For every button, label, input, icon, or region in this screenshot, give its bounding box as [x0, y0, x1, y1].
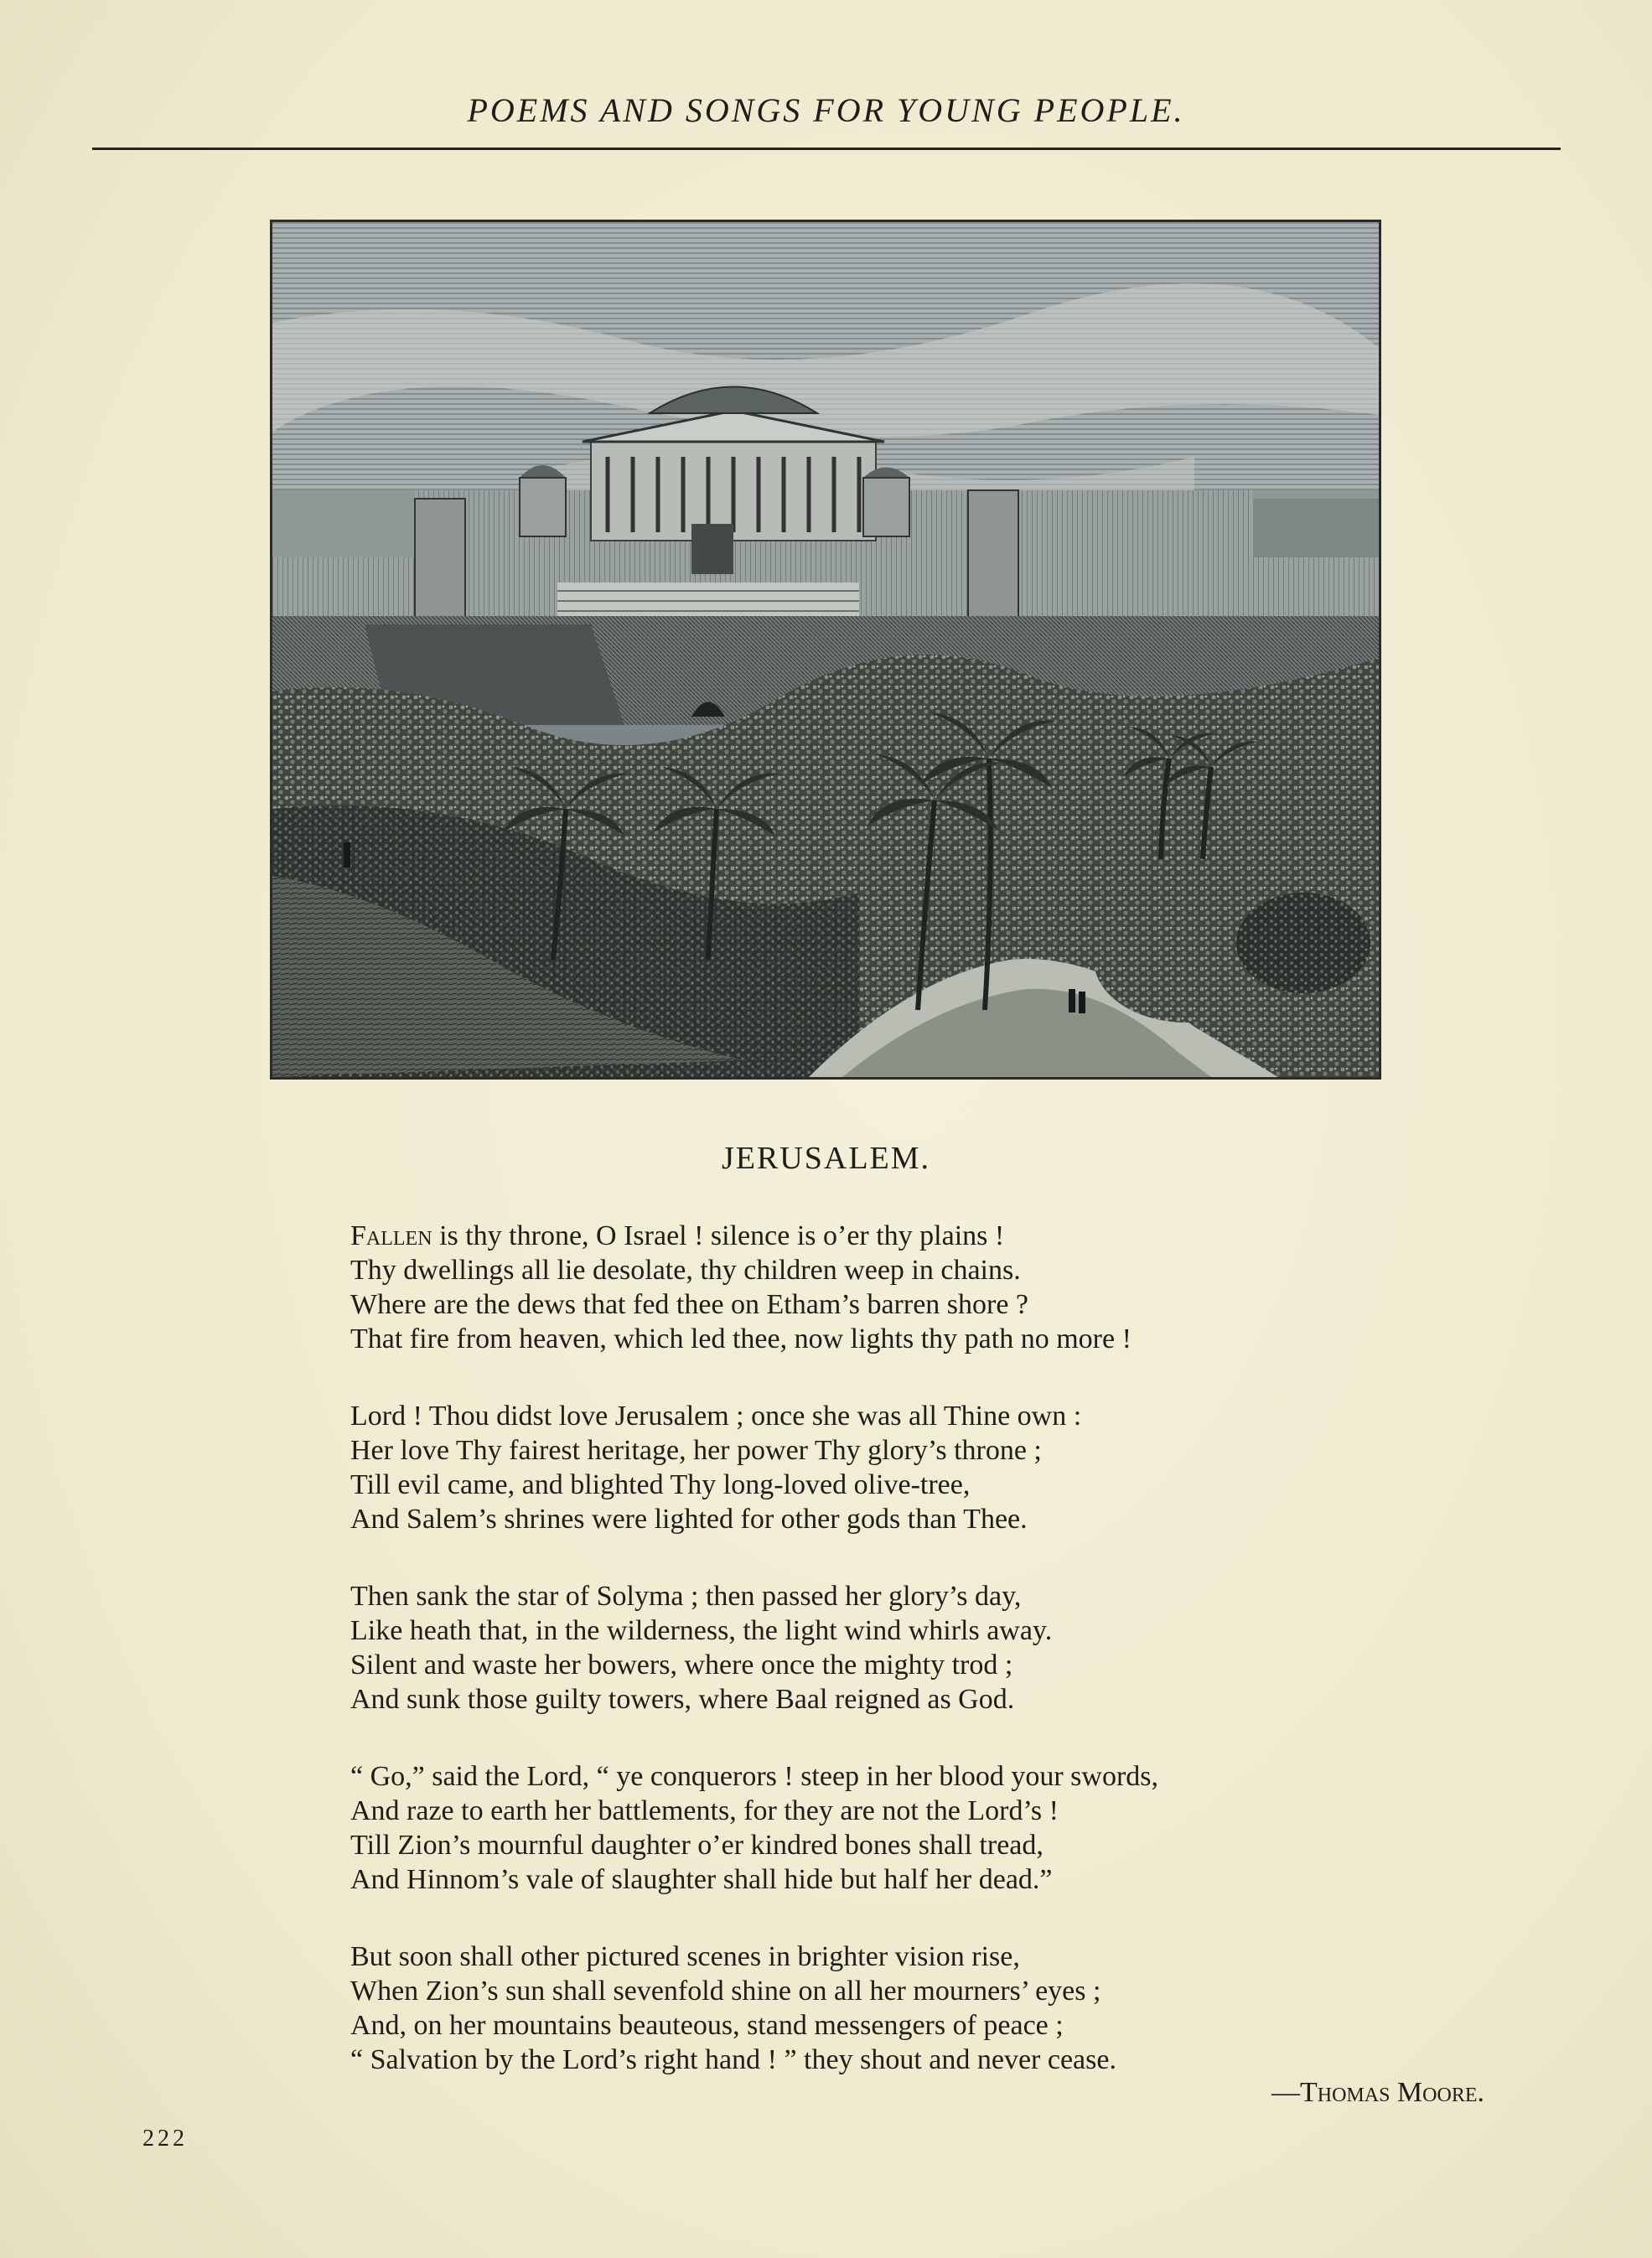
page-number: 222	[142, 2126, 188, 2152]
poem-line: Till Zion’s mournful daughter o’er kindred bones shall tread,	[350, 1830, 1044, 1861]
poem-line: Her love Thy fairest heritage, her power Thy glory’s throne ;	[350, 1435, 1042, 1466]
poem-body	[350, 1219, 1406, 2120]
poem-line: That fire from heaven, which led thee, now lights thy path no more !	[350, 1323, 1132, 1354]
drop-word: Fallen	[350, 1220, 432, 1251]
poem-line: When Zion’s sun shall sevenfold shine on all her mourners’ eyes ;	[350, 1976, 1101, 2007]
stanza-4	[350, 1759, 1406, 1897]
line-text: is thy throne, O Israel ! silence is o’er thy plains !	[432, 1220, 1005, 1251]
poem-line: Thy dwellings all lie desolate, thy children weep in chains.	[350, 1255, 1021, 1286]
poem-line: And Hinnom’s vale of slaughter shall hide but half her dead.”	[350, 1864, 1053, 1895]
poem-line: But soon shall other pictured scenes in brighter vision rise,	[350, 1941, 1020, 1972]
poem-line: Then sank the star of Solyma ; then passed her glory’s day,	[350, 1581, 1022, 1612]
poem-line: Silent and waste her bowers, where once the mighty trod ;	[350, 1649, 1013, 1681]
poem-line: And, on her mountains beauteous, stand messengers of peace ;	[350, 2010, 1064, 2041]
header-rule	[92, 148, 1561, 150]
poem-line: And raze to earth her battlements, for they are not the Lord’s !	[350, 1795, 1059, 1826]
stanza-5	[350, 1939, 1406, 2077]
poem-attribution: —Thomas Moore.	[1271, 2077, 1484, 2108]
running-head: POEMS AND SONGS FOR YOUNG PEOPLE.	[467, 91, 1185, 129]
stanza-2	[350, 1399, 1406, 1536]
poem-line: Lord ! Thou didst love Jerusalem ; once she was all Thine own :	[350, 1401, 1082, 1432]
poem-line: “ Salvation by the Lord’s right hand ! ” they shout and never cease.	[350, 2044, 1116, 2075]
poem-line: Like heath that, in the wilderness, the light wind whirls away.	[350, 1615, 1053, 1646]
poem-line: And Salem’s shrines were lighted for other gods than Thee.	[350, 1504, 1028, 1535]
poem-title: JERUSALEM.	[721, 1141, 931, 1176]
stanza-1	[350, 1219, 1406, 1356]
poem-line: And sunk those guilty towers, where Baal reigned as God.	[350, 1684, 1015, 1715]
jerusalem-engraving-svg	[272, 222, 1379, 1077]
poem-line	[350, 1219, 1406, 1253]
poem-line: “ Go,” said the Lord, “ ye conquerors ! steep in her blood your swords,	[350, 1761, 1159, 1792]
poem-line: Where are the dews that fed thee on Etham’s barren shore ?	[350, 1289, 1029, 1320]
poem-line: Till evil came, and blighted Thy long-loved olive-tree,	[350, 1469, 971, 1500]
stanza-3	[350, 1579, 1406, 1717]
engraving-illustration	[270, 220, 1381, 1080]
